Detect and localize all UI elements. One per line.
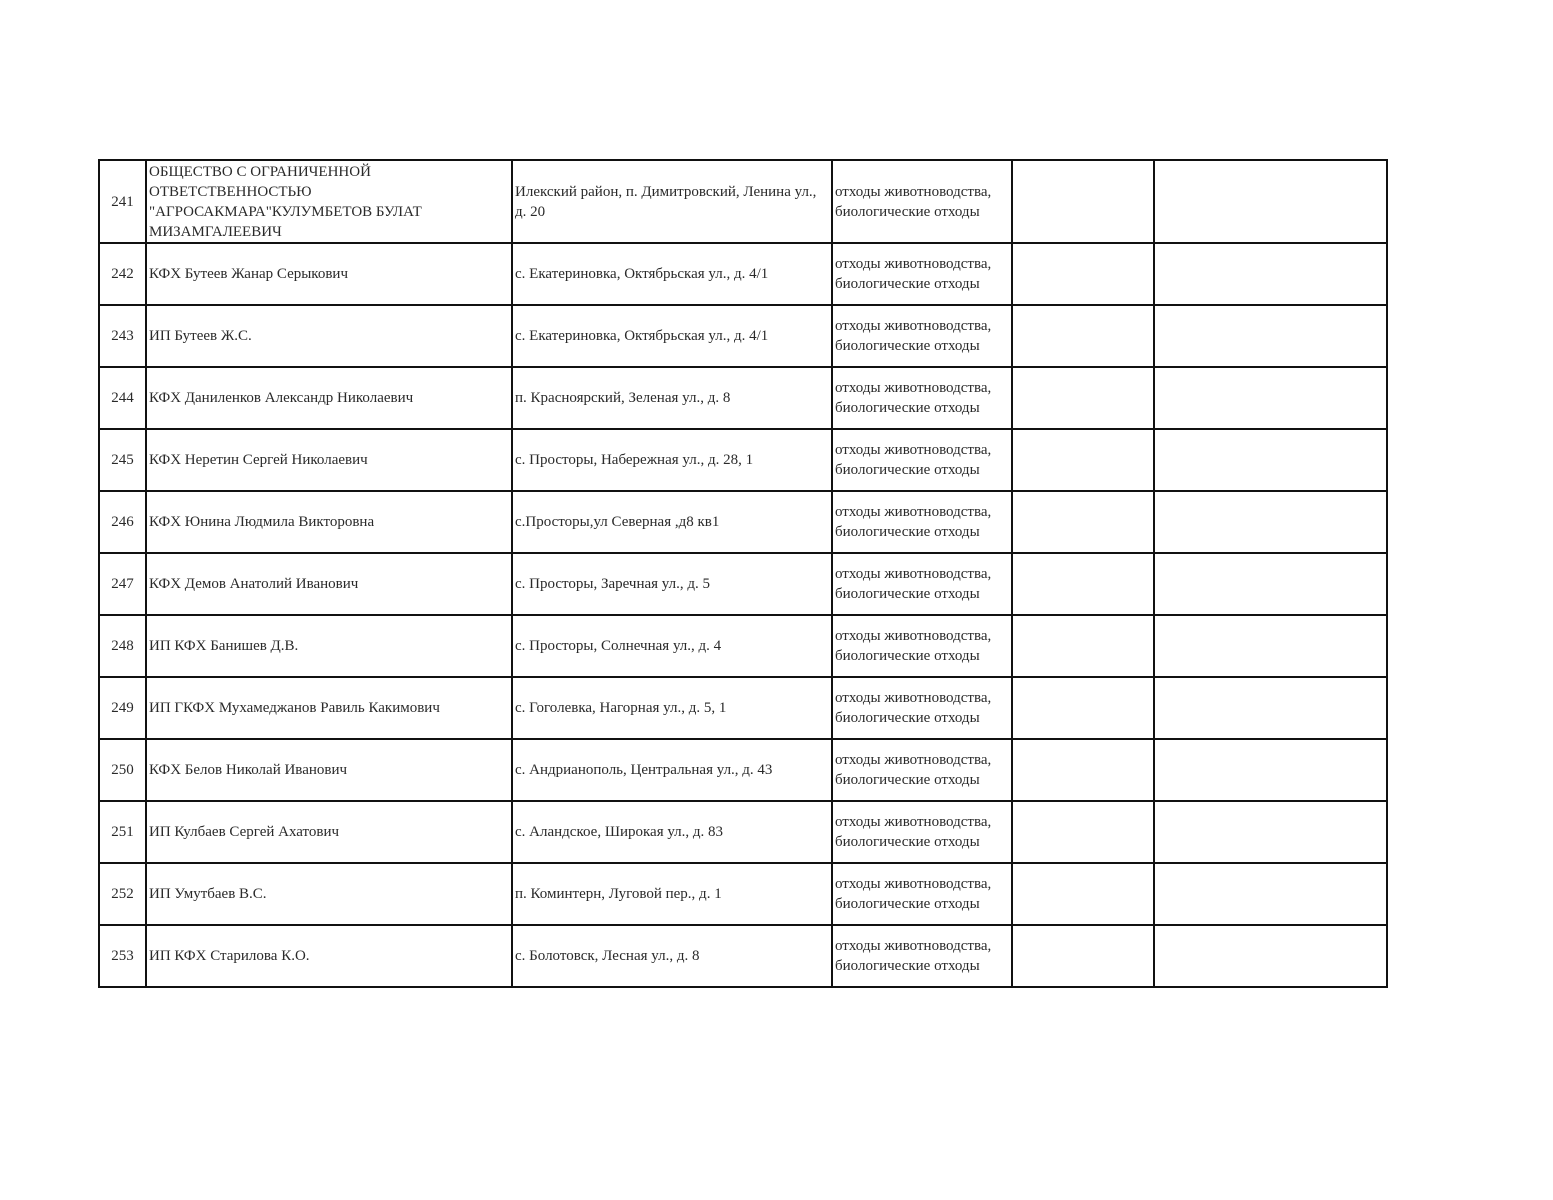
row-number: 246 — [99, 491, 146, 553]
empty-cell — [1012, 160, 1154, 243]
waste-type — [832, 739, 1012, 801]
waste-type — [832, 925, 1012, 987]
table-row — [99, 429, 1387, 491]
empty-cell — [1012, 615, 1154, 677]
organization-address: с. Просторы, Заречная ул., д. 5 — [512, 553, 832, 615]
waste-type — [832, 367, 1012, 429]
registry-table — [98, 159, 1388, 988]
organization-address: п. Коминтерн, Луговой пер., д. 1 — [512, 863, 832, 925]
table-row — [99, 243, 1387, 305]
table-row — [99, 739, 1387, 801]
empty-cell — [1154, 305, 1387, 367]
row-number: 241 — [99, 160, 146, 243]
organization-name: ИП КФХ Банишев Д.В. — [146, 615, 512, 677]
empty-cell — [1154, 491, 1387, 553]
empty-cell — [1154, 677, 1387, 739]
organization-name: КФХ Неретин Сергей Николаевич — [146, 429, 512, 491]
waste-type-line: отходы животноводства, — [835, 183, 992, 200]
organization-address: Илекский район, п. Димитровский, Ленина ул., д. 20 — [512, 160, 832, 243]
row-number: 252 — [99, 863, 146, 925]
waste-type-line: биологические отходы — [835, 834, 980, 850]
empty-cell — [1012, 367, 1154, 429]
empty-cell — [1154, 367, 1387, 429]
organization-address: п. Красноярский, Зеленая ул., д. 8 — [512, 367, 832, 429]
waste-type-line: отходы животноводства, — [835, 938, 992, 954]
waste-type — [832, 677, 1012, 739]
table-row — [99, 615, 1387, 677]
waste-type-line: биологические отходы — [835, 338, 980, 354]
waste-type-line: отходы животноводства, — [835, 380, 992, 396]
waste-type-line: отходы животноводства, — [835, 442, 992, 458]
waste-type — [832, 863, 1012, 925]
waste-type — [832, 305, 1012, 367]
waste-type-line: отходы животноводства, — [835, 690, 992, 706]
waste-type — [832, 160, 1012, 243]
waste-type-line: биологические отходы — [835, 958, 980, 974]
row-number: 250 — [99, 739, 146, 801]
organization-address: с. Екатериновка, Октябрьская ул., д. 4/1 — [512, 305, 832, 367]
organization-name: КФХ Даниленков Александр Николаевич — [146, 367, 512, 429]
table-row — [99, 553, 1387, 615]
organization-address: с.Просторы,ул Северная ,д8 кв1 — [512, 491, 832, 553]
waste-type — [832, 801, 1012, 863]
organization-address: с. Екатериновка, Октябрьская ул., д. 4/1 — [512, 243, 832, 305]
empty-cell — [1154, 243, 1387, 305]
waste-type — [832, 615, 1012, 677]
table-row — [99, 925, 1387, 987]
waste-type-line: биологические отходы — [835, 772, 980, 788]
empty-cell — [1012, 739, 1154, 801]
empty-cell — [1012, 553, 1154, 615]
waste-type — [832, 243, 1012, 305]
organization-name: ОБЩЕСТВО С ОГРАНИЧЕННОЙ ОТВЕТСТВЕННОСТЬЮ "АГРОСАКМАРА"КУЛУМБЕТОВ БУЛАТ МИЗАМГАЛЕЕВИЧ — [146, 160, 512, 243]
organization-address: с. Болотовск, Лесная ул., д. 8 — [512, 925, 832, 987]
table-row — [99, 367, 1387, 429]
empty-cell — [1012, 429, 1154, 491]
table-row — [99, 305, 1387, 367]
empty-cell — [1154, 553, 1387, 615]
waste-type-line: биологические отходы — [835, 710, 980, 726]
organization-name: ИП Бутеев Ж.С. — [146, 305, 512, 367]
waste-type-line: отходы животноводства, — [835, 256, 992, 272]
table-row — [99, 160, 1387, 243]
organization-name: ИП Умутбаев В.С. — [146, 863, 512, 925]
waste-type-line: отходы животноводства, — [835, 504, 992, 520]
waste-type-line: биологические отходы — [835, 896, 980, 912]
waste-type-line: биологические отходы — [835, 400, 980, 416]
empty-cell — [1012, 305, 1154, 367]
waste-type-line: отходы животноводства, — [835, 566, 992, 582]
waste-type-line: биологические отходы — [835, 648, 980, 664]
table-row — [99, 491, 1387, 553]
table-row — [99, 863, 1387, 925]
waste-type-line: биологические отходы — [835, 524, 980, 540]
row-number: 247 — [99, 553, 146, 615]
empty-cell — [1012, 243, 1154, 305]
organization-name: КФХ Юнина Людмила Викторовна — [146, 491, 512, 553]
table-row — [99, 677, 1387, 739]
empty-cell — [1154, 925, 1387, 987]
row-number: 249 — [99, 677, 146, 739]
waste-type — [832, 553, 1012, 615]
organization-name: ИП КФХ Старилова К.О. — [146, 925, 512, 987]
empty-cell — [1154, 160, 1387, 243]
row-number: 251 — [99, 801, 146, 863]
waste-type — [832, 491, 1012, 553]
row-number: 245 — [99, 429, 146, 491]
row-number: 244 — [99, 367, 146, 429]
empty-cell — [1012, 491, 1154, 553]
waste-type-line: биологические отходы — [835, 276, 980, 292]
waste-type-line: отходы животноводства, — [835, 876, 992, 892]
row-number: 242 — [99, 243, 146, 305]
empty-cell — [1154, 739, 1387, 801]
waste-type-line: отходы животноводства, — [835, 752, 992, 768]
waste-type-line: биологические отходы — [835, 203, 980, 220]
empty-cell — [1154, 615, 1387, 677]
row-number: 248 — [99, 615, 146, 677]
organization-name: КФХ Демов Анатолий Иванович — [146, 553, 512, 615]
organization-name: ИП ГКФХ Мухамеджанов Равиль Какимович — [146, 677, 512, 739]
empty-cell — [1154, 863, 1387, 925]
waste-type-line: биологические отходы — [835, 586, 980, 602]
registry-table-body — [99, 160, 1387, 987]
row-number: 243 — [99, 305, 146, 367]
organization-name: КФХ Бутеев Жанар Серыкович — [146, 243, 512, 305]
empty-cell — [1012, 677, 1154, 739]
table-row — [99, 801, 1387, 863]
empty-cell — [1154, 801, 1387, 863]
empty-cell — [1154, 429, 1387, 491]
waste-type-line: отходы животноводства, — [835, 814, 992, 830]
empty-cell — [1012, 925, 1154, 987]
waste-type-line: биологические отходы — [835, 462, 980, 478]
organization-name: ИП Кулбаев Сергей Ахатович — [146, 801, 512, 863]
empty-cell — [1012, 801, 1154, 863]
organization-address: с. Аландское, Широкая ул., д. 83 — [512, 801, 832, 863]
organization-address: с. Андрианополь, Центральная ул., д. 43 — [512, 739, 832, 801]
organization-address: с. Просторы, Набережная ул., д. 28, 1 — [512, 429, 832, 491]
waste-type — [832, 429, 1012, 491]
empty-cell — [1012, 863, 1154, 925]
organization-address: с. Просторы, Солнечная ул., д. 4 — [512, 615, 832, 677]
row-number: 253 — [99, 925, 146, 987]
waste-type-line: отходы животноводства, — [835, 628, 992, 644]
organization-name: КФХ Белов Николай Иванович — [146, 739, 512, 801]
waste-type-line: отходы животноводства, — [835, 318, 992, 334]
organization-address: с. Гоголевка, Нагорная ул., д. 5, 1 — [512, 677, 832, 739]
